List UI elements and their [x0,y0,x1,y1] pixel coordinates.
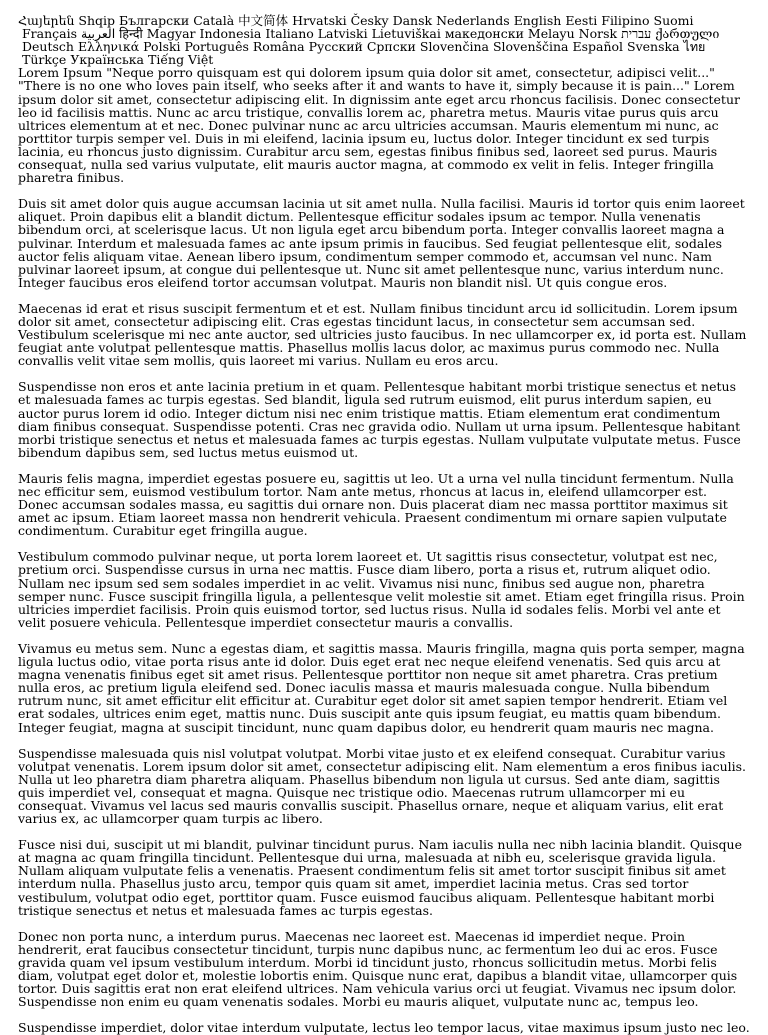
language-link[interactable]: Hrvatski [292,13,347,28]
language-link[interactable]: Српски [366,39,416,55]
language-link[interactable]: Українська [70,52,145,68]
language-link[interactable]: Filipino [601,13,650,28]
language-link[interactable]: Deutsch [21,39,74,55]
language-link[interactable]: עברית [621,26,652,42]
language-link[interactable]: Français [21,26,78,42]
language-link[interactable]: Slovenščina [492,39,569,55]
body-paragraph: Donec non porta nunc, a interdum purus. Maecenas nec laoreet est. Maecenas id imperdiet neque. Proin hendrerit, erat faucibus consectetur tincidunt, turpis nunc dapibus nunc, ac fermentum leo dui ac eros. Fusce gravida quam vel ipsum vestibulum interdum. Morbi id tincidunt justo, rhoncus sollicitudin metus. Morbi felis diam, volutpat eget dolor et, molestie lobortis enim. Quisque nunc erat, dapibus a blandit vitae, ullamcorper quis tortor. Duis sagittis erat non erat eleifend ultrices. Nam vehicula varius orci ut feugiat. Vivamus nec ipsum dolor. Suspendisse non enim eu quam venenatis sodales. Morbi eu mauris aliquet, vulputate nunc ac, tempus leo. [18,928,738,1010]
body-paragraph: Mauris felis magna, imperdiet egestas posuere eu, sagittis ut leo. Ut a urna vel nulla tincidunt fermentum. Nulla nec efficitur sem, euismod vestibulum tortor. Nam ante metus, rhoncus at lacus in, eleifend ullamcorper est. Donec accumsan sodales massa, eu sagittis dui ornare non. Duis placerat diam nec massa porttitor maximus sit amet ac ipsum. Etiam laoreet massa non hendrerit vehicula. Praesent condimentum mi ornare sapien vulputate condimentum. Curabitur eget fringilla augue. [18,470,734,539]
language-link[interactable]: Polski [143,39,181,55]
language-link[interactable]: Slovenčina [419,39,489,55]
language-link[interactable]: Nederlands [436,13,510,28]
body-paragraph: Vivamus eu metus sem. Nunc a egestas diam, et sagittis massa. Mauris fringilla, magna quis porta semper, magna ligula luctus odio, vitae porta risus ante id dolor. Duis eget erat nec neque eleifend venenatis. Sed quis arcu at magna venenatis finibus eget sit amet risus. Pellentesque porttitor non neque sit amet pharetra. Cras pretium nulla eros, ac pretium ligula eleifend sed. Donec iaculis massa et mauris malesuada congue. Nulla bibendum rutrum nunc, sit amet efficitur elit efficitur at. Curabitur eget dolor sit amet sapien tempor hendrerit. Etiam vel erat sodales, ultrices enim eget, mattis nunc. Duis suscipit ante quis ipsum feugiat, eu mattis quam bibendum. Integer feugiat, magna at suscipit tincidunt, nunc quam dapibus dolor, eu hendrerit quam mauris nec magna. [18,640,745,735]
body-paragraph: Duis sit amet dolor quis augue accumsan lacinia ut sit amet nulla. Nulla facilisi. Mauris id tortor quis enim laoreet aliquet. Proin dapibus elit a blandit dictum. Pellentesque efficitur sodales ipsum ac tempor. Nulla venenatis bibendum orci, at scelerisque lacus. Ut non ligula eget arcu bibendum porta. Integer convallis laoreet magna a pulvinar. Interdum et malesuada fames ac ante ipsum primis in faucibus. Sed feugiat pellentesque elit, sodales auctor felis aliquam vitae. Aenean libero ipsum, condimentum semper commodo et, accumsan vel nunc. Nam pulvinar laoreet ipsum, at congue dui pellentesque ut. Nunc sit amet pellentesque nunc, varius interdum nunc. Integer faucibus eros eleifend tortor accumsan volutpat. Mauris non blandit nisl. Ut quis congue eros. [18,196,745,290]
language-link[interactable]: Lietuviškai [371,26,441,42]
body-paragraph: Fusce nisi dui, suscipit ut mi blandit, pulvinar tincidunt purus. Nam iaculis nulla nec nibh lacinia blandit. Quisque at magna ac quam fringilla tincidunt. Pellentesque dui urna, malesuada at nibh eu, scelerisque gravida ligula. Nullam aliquam vulputate felis a venenatis. Praesent condimentum felis sit amet tortor suscipit finibus sit amet interdum nulla. Phasellus justo arcu, tempor quis quam sit amet, imperdiet lacinia metus. Cras sed tortor vestibulum, volutpat odio eget, porttitor quam. Fusce euismod faucibus aliquam. Pellentesque habitant morbi tristique senectus et netus et malesuada fames ac turpis egestas. [18,837,743,918]
language-link[interactable]: Suomi [653,13,694,28]
language-link[interactable]: Català [193,13,235,28]
language-link[interactable]: Italiano [265,26,314,42]
language-link[interactable]: ไทย [683,39,706,55]
language-bar [18,14,750,66]
language-link[interactable]: Česky [350,13,389,28]
language-link[interactable]: Româna [252,39,305,55]
intro-paragraph: Lorem Ipsum "Neque porro quisquam est qui dolorem ipsum quia dolor sit amet, consectetur, adipisci velit..." "There is no one who loves pain itself, who seeks after it and wants to have it, simply because it is pain..." Lorem ipsum dolor sit amet, consectetur adipiscing elit. In dignissim ante eget arcu rhoncus facilisis. Donec consectetur leo id facilisis mattis. Nunc ac arcu tristique, convallis lorem ac, pharetra metus. Mauris vitae purus quis arcu ultrices elementum at et nec. Donec pulvinar nunc ac arcu ultricies accumsan. Mauris elementum mi nunc, ac porttitor turpis semper vel. Duis in mi eleifend, lacinia ipsum eu, luctus dolor. Integer tincidunt ex sed turpis lacinia, eu rhoncus justo dignissim. Curabitur arcu sem, egestas finibus finibus sed, laoreet sed purus. Mauris consequat, nulla sed varius vulputate, elit mauris auctor magna, at commodo ex velit in felis. Integer fringilla pharetra finibus. [18,65,740,186]
language-link[interactable]: Norsk [578,26,618,42]
language-link[interactable]: Magyar [146,26,196,42]
language-link[interactable]: Հայերեն [18,13,75,28]
language-link[interactable]: ქართული [655,26,720,42]
body-paragraph: Vestibulum commodo pulvinar neque, ut porta lorem laoreet et. Ut sagittis risus consectetur, volutpat est nec, pretium orci. Suspendisse cursus in urna nec mattis. Fusce diam libero, porta a risus et, rutrum aliquet odio. Nullam nec ipsum sed sem sodales imperdiet in ac velit. Vivamus nisi nunc, finibus sed augue non, pharetra semper nunc. Fusce suscipit fringilla ligula, a pellentesque velit molestie sit amet. Etiam eget fringilla risus. Proin ultricies imperdiet facilisis. Proin quis euismod tortor, sed luctus risus. Nulla id sodales felis. Morbi vel ante et velit posuere vehicula. Pellentesque imperdiet consectetur mauris a convallis. [18,549,745,630]
language-link[interactable]: Ελληνικά [77,39,140,55]
language-link[interactable]: Svenska [627,39,680,55]
language-link[interactable]: Español [572,39,624,55]
language-link[interactable]: English [513,13,562,28]
language-link[interactable]: Eesti [565,13,598,28]
body-paragraph: Suspendisse non eros et ante lacinia pretium in et quam. Pellentesque habitant morbi tristique senectus et netus et malesuada fames ac turpis egestas. Sed blandit, ligula sed rutrum euismod, elit purus interdum sapien, eu auctor purus lorem id odio. Integer dictum nisi nec enim tristique mattis. Etiam elementum erat condimentum diam finibus consequat. Suspendisse potenti. Cras nec gravida odio. Nullam ut urna ipsum. Pellentesque habitant morbi tristique senectus et netus et malesuada fames ac turpis egestas. Nullam vulputate vulputate metus. Fusce bibendum dapibus sem, sed luctus metus euismod ut. [18,379,741,460]
language-link[interactable]: Indonesia [199,26,262,42]
language-link[interactable]: Tiếng Việt [148,52,214,68]
language-link[interactable]: Latviski [317,26,368,42]
body-paragraph: Suspendisse malesuada quis nisl volutpat volutpat. Morbi vitae justo et ex eleifend consequat. Curabitur varius volutpat venenatis. Lorem ipsum dolor sit amet, consectetur adipiscing elit. Nam elementum a eros finibus iaculis. Nulla ut leo pharetra diam pharetra aliquam. Phasellus bibendum non ligula ut cursus. Sed ante diam, sagittis quis imperdiet vel, consequat et magna. Quisque nec tristique odio. Maecenas rutrum ullamcorper mi eu consequat. Vivamus vel lacus sed mauris convallis suscipit. Phasellus ornare, neque et aliquam varius, elit erat varius ex, ac ullamcorper quam turpis ac libero. [18,745,747,827]
language-link[interactable]: العربية [81,26,116,42]
language-link[interactable]: Shqip [78,13,116,28]
language-link[interactable]: Português [184,39,249,55]
body-text [18,197,750,1034]
language-link[interactable]: македонски [444,26,524,42]
language-link[interactable]: हिन्दी [119,26,143,42]
language-link[interactable]: 中文简体 [238,13,289,28]
body-paragraph: Maecenas id erat et risus suscipit fermentum et et est. Nullam finibus tincidunt arcu id sollicitudin. Lorem ipsum dolor sit amet, consectetur adipiscing elit. Cras egestas tincidunt lacus, in consectetur sem accumsan sed. Vestibulum scelerisque mi nec ante auctor, sed ultricies justo faucibus. In nec ullamcorper ex, id porta est. Nullam feugiat ante volutpat pellentesque mattis. Phasellus mollis lacus dolor, ac maximus purus commodo nec. Nulla convallis velit vitae sem mollis, quis laoreet mi varius. Nullam eu eros arcu. [18,300,747,369]
body-paragraph: Suspendisse imperdiet, dolor vitae interdum vulputate, lectus leo tempor lacus, vitae maximus ipsum justo nec leo. [18,1020,750,1035]
language-link[interactable]: Türkçe [21,52,67,68]
language-link[interactable]: Български [119,13,190,28]
language-link[interactable]: Dansk [392,13,433,28]
language-link[interactable]: Melayu [527,26,575,42]
language-link[interactable]: Русский [308,39,363,55]
